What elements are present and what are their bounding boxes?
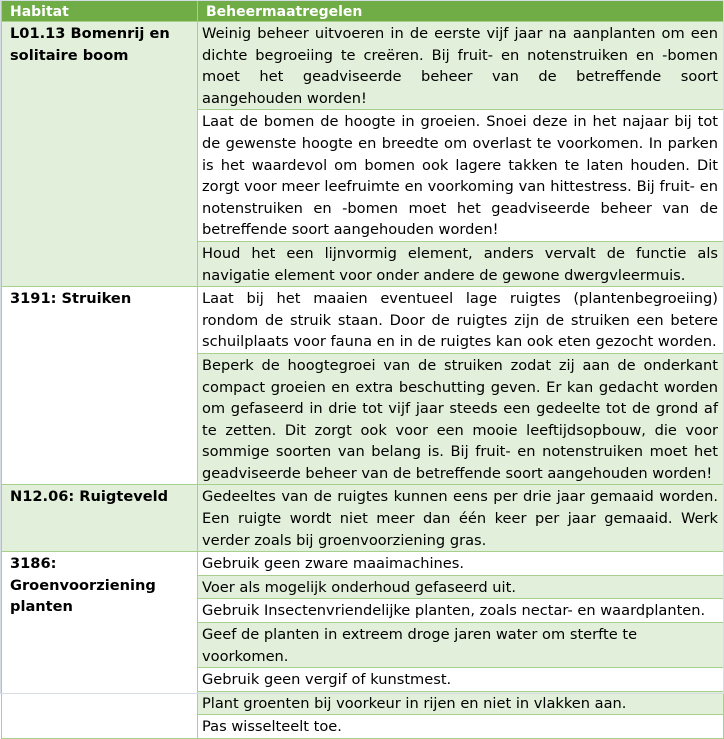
table-header-row	[2, 1, 724, 22]
measure-cell: Gebruik geen zware maaimachines.	[198, 552, 724, 576]
table-row	[2, 552, 724, 576]
header-habitat: Habitat	[2, 1, 198, 22]
measure-cell: Gebruik geen vergif of kunstmest.	[198, 668, 724, 692]
habitat-cell: 3191: Struiken	[2, 287, 198, 485]
measure-cell: Plant groenten bij voorkeur in rijen en niet in vlakken aan.	[198, 691, 724, 715]
habitat-cell: N12.06: Ruigteveld	[2, 485, 198, 552]
measure-cell: Pas wisselteelt toe.	[198, 715, 724, 739]
measure-cell: Gebruik Insectenvriendelijke planten, zoals nectar- en waardplanten.	[198, 599, 724, 623]
header-measures: Beheermaatregelen	[198, 1, 724, 22]
measure-cell: Laat bij het maaien eventueel lage ruigtes (plantenbegroeiing) rondom de struik staan. Door de ruigtes zijn de struiken een betere schuilplaats voor fauna en in de ruigtes kan ook eten gezocht worden.	[198, 287, 724, 354]
maintenance-table	[1, 0, 724, 739]
measure-cell: Laat de bomen de hoogte in groeien. Snoei deze in het najaar bij tot de gewenste hoogte en breedte om overlast te voorkomen. In parken is het waardevol om bomen ook lagere takken te laten houden. Dit zorgt voor meer leefruimte en voorkoming van hittestress. Bij fruit- en notenstruiken en -bomen moet het geadviseerde beheer van de betreffende soort aangehouden worden!	[198, 110, 724, 242]
measure-cell: Voer als mogelijk onderhoud gefaseerd uit.	[198, 575, 724, 599]
measure-cell: Houd het een lijnvormig element, anders vervalt de functie als navigatie element voor onder andere de gewone dwergvleermuis.	[198, 241, 724, 286]
habitat-cell: 3186: Groenvoorziening planten	[2, 552, 198, 739]
measure-cell: Beperk de hoogtegroei van de struiken zodat zij aan de onderkant compact groeien en extra beschutting geven. Er kan gedacht worden om gefaseerd in drie tot vijf jaar steeds een gedeelte tot de grond af te zetten. Dit zorgt ook voor een mooie leeftijdsopbouw, die voor sommige soorten van belang is. Bij fruit- en notenstruiken moet het geadviseerde beheer van de betreffende soort aangehouden worden!	[198, 353, 724, 485]
table-row	[2, 287, 724, 354]
table-row	[2, 22, 724, 110]
table-row	[2, 485, 724, 552]
measure-cell: Gedeeltes van de ruigtes kunnen eens per drie jaar gemaaid worden. Een ruigte wordt niet meer dan één keer per jaar gemaaid. Werk verder zoals bij groenvoorziening gras.	[198, 485, 724, 552]
measure-cell: Geef de planten in extreem droge jaren water om sterfte te voorkomen.	[198, 623, 724, 668]
measure-cell: Weinig beheer uitvoeren in de eerste vijf jaar na aanplanten om een dichte begroeiing te creëren. Bij fruit- en notenstruiken en -bomen moet het geadviseerde beheer van de betreffende soort aangehouden worden!	[198, 22, 724, 110]
habitat-cell: L01.13 Bomenrij en solitaire boom	[2, 22, 198, 287]
